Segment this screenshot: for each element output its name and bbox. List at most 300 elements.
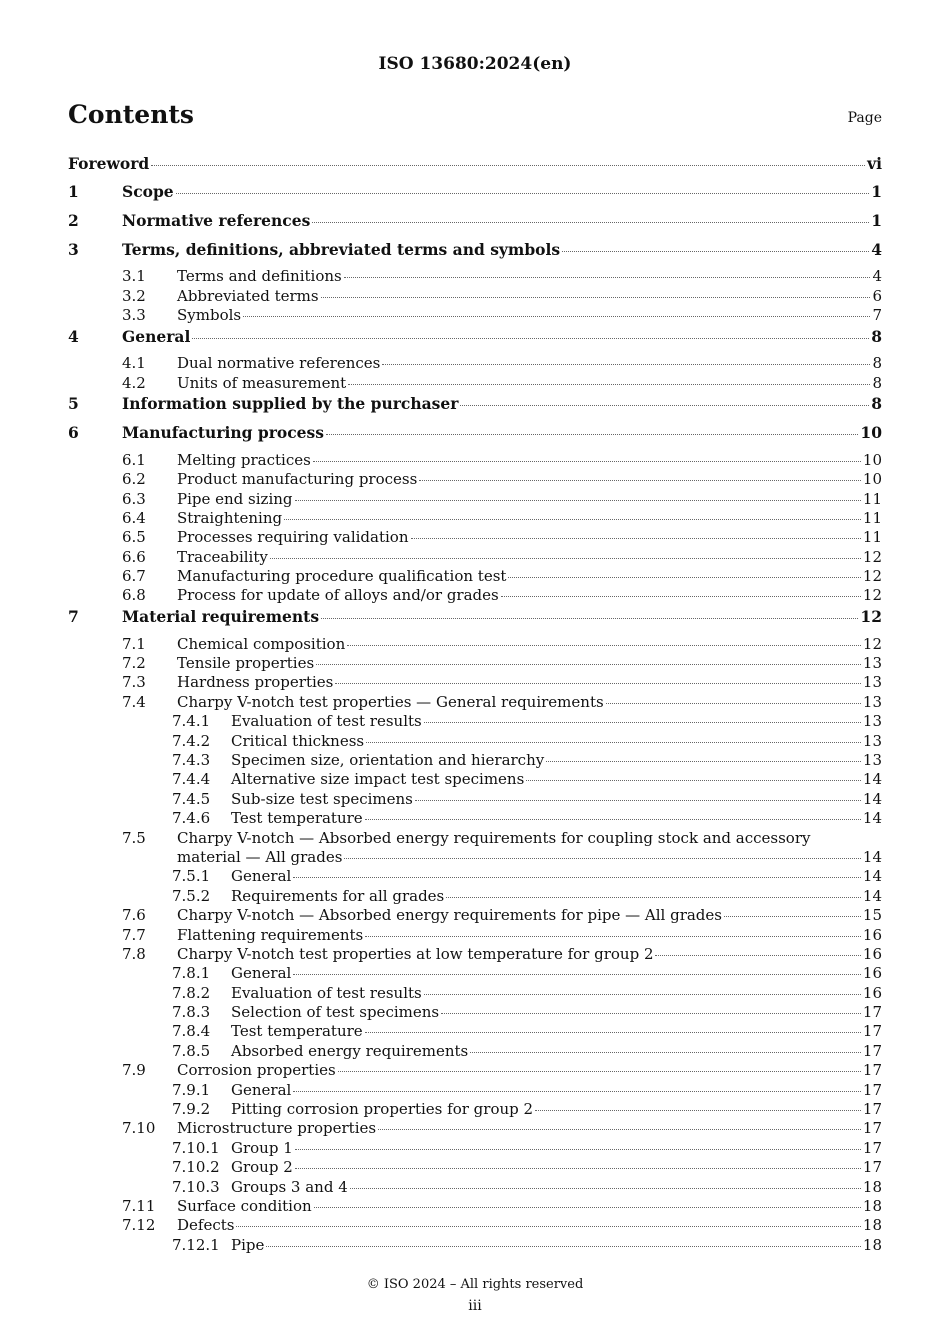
dot-leader: [344, 858, 861, 859]
toc-entry-number: 7.8.5: [172, 1041, 211, 1060]
toc-entry-page: 15: [862, 906, 882, 925]
toc-entry[interactable]: [68, 770, 882, 789]
toc-entry-number: 6.1: [122, 450, 146, 469]
toc-entry-title: General: [231, 964, 292, 983]
dot-leader: [535, 1110, 861, 1111]
toc-entry[interactable]: [68, 1119, 882, 1138]
toc-entry-number: 4.1: [122, 354, 146, 373]
toc-entry-line: [231, 1022, 882, 1041]
toc-entry-line: [177, 1061, 882, 1080]
toc-entry-line: [177, 829, 882, 868]
dot-leader: [243, 316, 870, 317]
toc-entry-number: 7.10.2: [172, 1158, 220, 1177]
toc-entry[interactable]: [68, 1061, 882, 1080]
toc-entry-number: 7.8: [122, 944, 146, 963]
toc-entry-page: 17: [862, 1100, 882, 1119]
toc-entry-page: 12: [862, 567, 882, 586]
toc-entry-line: [177, 693, 882, 712]
toc-entry-line: [231, 790, 882, 809]
toc-entry[interactable]: [68, 732, 882, 751]
toc-entry-title: Abbreviated terms: [177, 286, 319, 305]
toc-entry-title: Groups 3 and 4: [231, 1177, 348, 1196]
dot-leader: [344, 277, 871, 278]
dot-leader: [176, 193, 870, 194]
toc-entry-title: Charpy V-notch test properties at low temperature for group 2: [177, 944, 654, 963]
toc-entry-line: [122, 210, 882, 232]
toc-entry[interactable]: [68, 964, 882, 983]
toc-entry-page: 12: [860, 606, 882, 626]
toc-entry-line: [177, 1197, 882, 1216]
toc-entry-title: Sub-size test specimens: [231, 789, 413, 808]
toc-entry-line: [177, 945, 882, 964]
toc-entry-page: 17: [862, 1138, 882, 1157]
dot-leader: [655, 955, 860, 956]
toc-entry-number: 7.2: [122, 654, 146, 673]
toc-entry[interactable]: [68, 1003, 882, 1022]
toc-entry-line: [177, 926, 882, 945]
toc-entry-page: 13: [862, 751, 882, 769]
dot-leader: [293, 974, 861, 975]
toc-entry-title: Tensile properties: [177, 654, 315, 673]
toc-entry-title: Chemical composition: [177, 634, 346, 653]
toc-entry-number: 3.1: [122, 267, 146, 286]
toc-entry-title: General: [122, 326, 191, 346]
toc-entry-line: [177, 306, 882, 325]
toc-entry[interactable]: [68, 906, 882, 925]
toc-entry[interactable]: [68, 1216, 882, 1235]
toc-entry[interactable]: [68, 790, 882, 809]
toc-entry[interactable]: [68, 267, 882, 286]
toc-entry-number: 7.4.5: [172, 789, 211, 808]
toc-entry[interactable]: [68, 509, 882, 528]
toc-entry-page: 17: [862, 1158, 882, 1177]
toc-entry-page: 17: [862, 1080, 882, 1099]
toc-entry-page: 14: [862, 867, 882, 886]
toc-entry-page: 17: [862, 1119, 882, 1138]
dot-leader: [314, 1207, 861, 1208]
contents-title: Contents: [68, 100, 195, 129]
toc-entry-number: 4.2: [122, 373, 146, 392]
toc-entry[interactable]: [68, 984, 882, 1003]
document-id: ISO 13680:2024(en): [378, 54, 572, 74]
dot-leader: [313, 461, 861, 462]
toc-entry[interactable]: [68, 606, 882, 635]
toc-entry[interactable]: [68, 393, 882, 422]
dot-leader: [321, 297, 871, 298]
toc-entry-number: 7.5.1: [172, 867, 211, 886]
toc-entry-title: Evaluation of test results: [231, 712, 422, 731]
toc-entry-title: Corrosion properties: [177, 1061, 336, 1080]
toc-entry-number: 6.2: [122, 470, 146, 489]
toc-entry-number: 7.3: [122, 673, 146, 692]
toc-entry-title: Traceability: [177, 547, 268, 566]
toc-entry[interactable]: [68, 945, 882, 964]
toc-entry-title: Specimen size, orientation and hierarchy: [231, 751, 545, 769]
toc-entry[interactable]: [68, 287, 882, 306]
dot-leader: [446, 897, 861, 898]
toc-entry-number: 7.12.1: [172, 1235, 220, 1254]
toc-entry-title: Group 1: [231, 1138, 293, 1157]
toc-entry-page: 11: [862, 489, 882, 508]
dot-leader: [347, 645, 861, 646]
toc-entry[interactable]: [68, 1158, 882, 1177]
toc-entry-line: [231, 712, 882, 731]
toc-entry-page: 16: [862, 925, 882, 944]
toc-entry[interactable]: [68, 673, 882, 692]
toc-entry-title: Pipe: [231, 1235, 265, 1254]
toc-entry-page: 10: [862, 470, 882, 489]
toc-entry-title: General: [231, 867, 292, 886]
toc-entry-title: General: [231, 1080, 292, 1099]
dot-leader: [411, 538, 861, 539]
toc-entry-number: 3.3: [122, 306, 146, 325]
toc-entry[interactable]: [68, 887, 882, 906]
toc-entry-title-continued: material — All grades: [177, 847, 343, 866]
dot-leader: [350, 1188, 861, 1189]
toc-entry-number: 7.9.1: [172, 1080, 211, 1099]
toc-entry-page: 14: [862, 770, 882, 789]
dot-leader: [270, 558, 861, 559]
dot-leader: [526, 780, 861, 781]
toc-entry-page: 8: [872, 354, 882, 373]
toc-entry[interactable]: [68, 867, 882, 886]
toc-entry-line: [122, 606, 882, 628]
toc-entry-page: 8: [871, 326, 882, 346]
dot-leader: [236, 1226, 860, 1227]
toc-entry-page: 1: [871, 182, 882, 201]
toc-entry-page: 18: [862, 1177, 882, 1196]
toc-entry-page: 17: [862, 1061, 882, 1080]
toc-entry-page: 8: [871, 394, 882, 414]
toc-entry-title: Material requirements: [122, 606, 320, 626]
toc-entry-number: 7.4.6: [172, 809, 211, 828]
toc-entry-title: Units of measurement: [177, 373, 347, 392]
dot-leader: [724, 916, 861, 917]
toc-entry[interactable]: [68, 1042, 882, 1061]
footer-page-number: iii: [468, 1298, 482, 1314]
toc-entry-page: 11: [862, 528, 882, 547]
toc-entry-number: 7.8.3: [172, 1003, 211, 1022]
toc-entry-title: Terms and definitions: [177, 267, 342, 286]
toc-entry-line: [231, 732, 882, 751]
dot-leader: [151, 165, 865, 166]
dot-leader: [335, 683, 861, 684]
toc-entry[interactable]: [68, 712, 882, 731]
toc-entry-line: [177, 528, 882, 547]
toc-entry-page: 13: [862, 731, 882, 750]
toc-entry-line: [177, 548, 882, 567]
toc-entry[interactable]: [68, 586, 882, 605]
toc-entry[interactable]: [68, 635, 882, 654]
toc-entry-line: [177, 586, 882, 605]
toc-entry-number: 7.4.3: [172, 751, 211, 769]
toc-entry-number: 3: [68, 239, 79, 259]
table-of-contents: [68, 153, 882, 1255]
toc-entry[interactable]: [68, 326, 882, 355]
toc-entry[interactable]: [68, 1178, 882, 1197]
toc-entry[interactable]: [68, 1236, 882, 1255]
dot-leader: [501, 596, 861, 597]
toc-entry-title: Surface condition: [177, 1197, 312, 1215]
toc-entry-number: 7.11: [122, 1197, 156, 1215]
toc-entry[interactable]: [68, 210, 882, 239]
toc-entry-line: [177, 654, 882, 673]
dot-leader: [415, 800, 861, 801]
toc-entry-line: [122, 422, 882, 444]
toc-entry-page: 6: [872, 286, 882, 305]
toc-entry-line: [177, 267, 882, 286]
toc-entry-number: 7.8.2: [172, 983, 211, 1002]
toc-entry-title: Evaluation of test results: [231, 983, 422, 1002]
toc-entry[interactable]: [68, 654, 882, 673]
toc-entry-line: [177, 490, 882, 509]
dot-leader: [321, 618, 858, 619]
toc-entry-line: [177, 1216, 882, 1235]
toc-entry-title: Foreword: [68, 154, 150, 173]
toc-entry[interactable]: [68, 470, 882, 489]
toc-entry-line: [231, 1003, 882, 1022]
toc-entry[interactable]: [68, 374, 882, 393]
toc-entry-line: [231, 1042, 882, 1061]
toc-entry-number: 7.10.1: [172, 1138, 220, 1157]
toc-entry[interactable]: [68, 239, 882, 268]
page-column-label: Page: [847, 110, 882, 126]
toc-entry-number: 6.6: [122, 547, 146, 566]
toc-entry-number: 3.2: [122, 286, 146, 305]
toc-entry-page: 13: [862, 673, 882, 692]
dot-leader: [192, 338, 869, 339]
toc-entry-title: Test temperature: [231, 809, 363, 828]
toc-entry-number: 7.1: [122, 634, 146, 653]
toc-entry-title: Pitting corrosion properties for group 2: [231, 1100, 534, 1119]
toc-entry-line: [231, 809, 882, 828]
toc-entry-line: [177, 635, 882, 654]
toc-entry-line: [68, 153, 882, 175]
toc-entry-line: [122, 326, 882, 348]
toc-entry-title: Charpy V-notch — Absorbed energy requirements for coupling stock and accessory: [177, 828, 811, 847]
toc-entry-page: 10: [860, 422, 882, 442]
toc-entry-number: 4: [68, 326, 79, 346]
toc-entry-number: 7.9.2: [172, 1100, 211, 1119]
dot-leader: [338, 1071, 861, 1072]
toc-entry[interactable]: [68, 153, 882, 181]
toc-entry-line: [177, 567, 882, 586]
toc-entry-number: 7.4.1: [172, 712, 211, 731]
dot-leader: [266, 1246, 861, 1247]
dot-leader: [348, 384, 870, 385]
toc-entry-page: vi: [867, 154, 882, 173]
toc-entry-number: 6.8: [122, 586, 146, 605]
toc-entry-title: Melting practices: [177, 450, 311, 469]
dot-leader: [508, 577, 860, 578]
toc-entry[interactable]: [68, 1100, 882, 1119]
toc-entry-line: [122, 239, 882, 261]
toc-entry[interactable]: [68, 751, 882, 770]
toc-entry-number: 7.10.3: [172, 1177, 220, 1196]
toc-entry-page: 14: [862, 886, 882, 905]
toc-entry[interactable]: [68, 354, 882, 373]
toc-entry-page: 14: [862, 847, 882, 866]
toc-entry-number: 6.3: [122, 489, 146, 508]
toc-entry-number: 7.5: [122, 828, 146, 847]
toc-entry-title: Scope: [122, 182, 174, 201]
toc-entry-page: 13: [862, 712, 882, 731]
toc-entry-line: [231, 770, 882, 789]
dot-leader: [316, 664, 861, 665]
toc-entry-page: 4: [872, 267, 882, 286]
dot-leader: [365, 936, 861, 937]
toc-entry-number: 7.5.2: [172, 886, 211, 905]
toc-entry[interactable]: [68, 1022, 882, 1041]
toc-entry-page: 11: [862, 508, 882, 527]
toc-entry-line: [231, 984, 882, 1003]
toc-entry-title: Information supplied by the purchaser: [122, 394, 459, 414]
toc-entry-title: Alternative size impact test specimens: [231, 770, 525, 789]
toc-entry-title: Flattening requirements: [177, 925, 364, 944]
toc-entry-title: Charpy V-notch — Absorbed energy requirements for pipe — All grades: [177, 906, 722, 925]
toc-entry-page: 1: [871, 210, 882, 230]
toc-entry[interactable]: [68, 548, 882, 567]
toc-entry-line: [231, 964, 882, 983]
toc-entry-line: [177, 470, 882, 489]
toc-entry[interactable]: [68, 809, 882, 828]
toc-entry-number: 7.12: [122, 1216, 156, 1235]
toc-entry-title: Manufacturing procedure qualification test: [177, 567, 507, 586]
dot-leader: [470, 1052, 861, 1053]
toc-entry[interactable]: [68, 1197, 882, 1216]
toc-entry-line: [177, 1119, 882, 1138]
toc-entry-title: Charpy V-notch test properties — General requirements: [177, 692, 604, 711]
toc-entry-number: 7.9: [122, 1061, 146, 1080]
toc-entry[interactable]: [68, 528, 882, 547]
dot-leader: [606, 703, 861, 704]
toc-entry-page: 18: [862, 1216, 882, 1235]
toc-entry-page: 12: [862, 547, 882, 566]
toc-entry-line: [231, 1139, 882, 1158]
dot-leader: [293, 1091, 861, 1092]
dot-leader: [295, 500, 861, 501]
dot-leader: [293, 877, 861, 878]
toc-entry-title: Process for update of alloys and/or grades: [177, 586, 499, 605]
toc-entry-line: [231, 1100, 882, 1119]
dot-leader: [562, 251, 869, 252]
toc-entry[interactable]: [68, 422, 882, 451]
toc-entry-title: Straightening: [177, 508, 283, 527]
toc-entry-number: 6.5: [122, 528, 146, 547]
toc-entry-page: 17: [862, 1003, 882, 1022]
dot-leader: [424, 994, 861, 995]
toc-entry-number: 6.7: [122, 567, 146, 586]
toc-entry-page: 12: [862, 586, 882, 605]
toc-entry-line: [177, 374, 882, 393]
toc-entry[interactable]: [68, 829, 882, 868]
dot-leader: [382, 364, 870, 365]
dot-leader: [460, 405, 869, 406]
toc-entry-page: 17: [862, 1022, 882, 1041]
toc-entry-page: 16: [862, 983, 882, 1002]
toc-entry-line: [177, 906, 882, 925]
toc-entry-line: [177, 354, 882, 373]
toc-entry-line: [231, 1158, 882, 1177]
dot-leader: [441, 1013, 861, 1014]
dot-leader: [295, 1168, 861, 1169]
toc-entry[interactable]: [68, 181, 882, 210]
toc-entry[interactable]: [68, 451, 882, 470]
toc-entry[interactable]: [68, 1081, 882, 1100]
toc-entry-number: 7.4.2: [172, 731, 211, 750]
toc-entry-title: Critical thickness: [231, 731, 365, 750]
toc-entry-number: 5: [68, 394, 79, 414]
toc-entry-page: 7: [872, 306, 882, 325]
toc-entry-page: 18: [862, 1197, 882, 1215]
toc-entry-line: [122, 393, 882, 415]
toc-entry[interactable]: [68, 1139, 882, 1158]
toc-entry-page: 14: [862, 789, 882, 808]
toc-entry-title: Dual normative references: [177, 354, 381, 373]
toc-entry[interactable]: [68, 490, 882, 509]
toc-entry-title: Pipe end sizing: [177, 489, 293, 508]
toc-entry-page: 14: [862, 809, 882, 828]
toc-entry-number: 7.4.4: [172, 770, 211, 789]
toc-entry-title: Hardness properties: [177, 673, 334, 692]
toc-entry-page: 16: [862, 964, 882, 983]
dot-leader: [284, 519, 861, 520]
toc-entry-line: [231, 867, 882, 886]
dot-leader: [365, 819, 861, 820]
toc-entry-line: [177, 287, 882, 306]
dot-leader: [295, 1149, 861, 1150]
toc-entry-number: 7.4: [122, 692, 146, 711]
dot-leader: [419, 480, 861, 481]
toc-entry-page: 18: [862, 1235, 882, 1254]
toc-entry-title: Test temperature: [231, 1022, 363, 1041]
dot-leader: [378, 1129, 861, 1130]
toc-entry-line: [177, 451, 882, 470]
dot-leader: [546, 761, 861, 762]
toc-entry-title: Group 2: [231, 1158, 293, 1177]
dot-leader: [365, 1032, 861, 1033]
toc-entry-line: [231, 887, 882, 906]
toc-entry-page: 13: [862, 692, 882, 711]
toc-entry-line: [122, 181, 882, 203]
toc-entry-number: 7.8.1: [172, 964, 211, 983]
toc-entry-title: Microstructure properties: [177, 1119, 377, 1138]
toc-entry-line: [231, 1236, 882, 1255]
toc-entry[interactable]: [68, 926, 882, 945]
toc-entry-line: [231, 1081, 882, 1100]
toc-entry-title: Requirements for all grades: [231, 886, 445, 905]
toc-entry-page: 4: [871, 239, 882, 259]
toc-entry-title: Processes requiring validation: [177, 528, 409, 547]
toc-entry[interactable]: [68, 306, 882, 325]
toc-entry-page: 8: [872, 373, 882, 392]
toc-entry[interactable]: [68, 693, 882, 712]
toc-entry-page: 16: [862, 944, 882, 963]
toc-entry-number: 7.6: [122, 906, 146, 925]
dot-leader: [312, 222, 869, 223]
toc-entry-title: Manufacturing process: [122, 422, 324, 442]
toc-entry[interactable]: [68, 567, 882, 586]
dot-leader: [366, 742, 861, 743]
footer-copyright: © ISO 2024 – All rights reserved: [366, 1277, 584, 1292]
toc-entry-number: 7.7: [122, 925, 146, 944]
toc-entry-page: 10: [862, 450, 882, 469]
toc-entry-title: Normative references: [122, 210, 311, 230]
toc-entry-number: 7.8.4: [172, 1022, 211, 1041]
toc-entry-page: 17: [862, 1041, 882, 1060]
toc-entry-title: Defects: [177, 1216, 235, 1235]
toc-entry-number: 2: [68, 210, 79, 230]
